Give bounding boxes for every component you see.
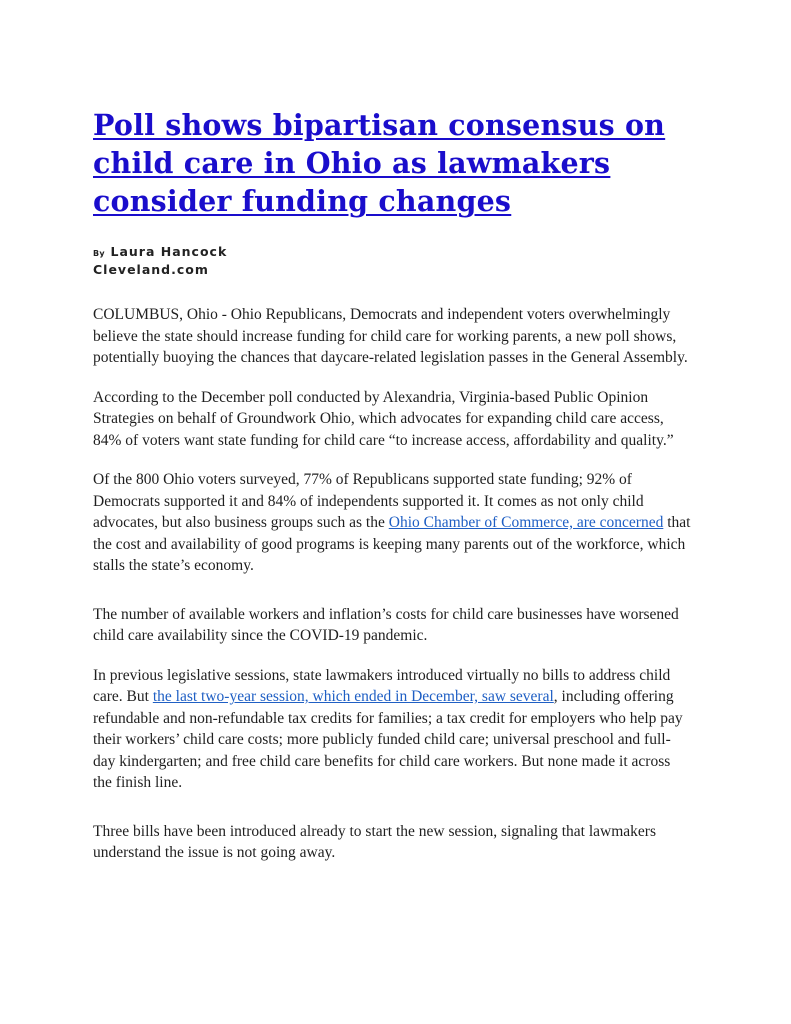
paragraph-5-text-start: In previous legislative sessions, state lawmakers introduced virtually no bills to address child care. But: [93, 666, 671, 705]
author-name: Laura Hancock: [110, 244, 228, 259]
paragraph-6: Three bills have been introduced already to start the new session, signaling that lawmakers understand the issue is not going away.: [93, 822, 656, 861]
paragraph-4: The number of available workers and inflation’s costs for child care businesses have worsened child care availability since the COVID-19 pandemic.: [93, 605, 679, 644]
paragraph-3-text-end: that the cost and availability of good programs is keeping many parents out of the workforce, which stalls the state’s economy.: [93, 514, 691, 574]
paragraph-5: [93, 665, 693, 794]
article-body: [93, 304, 693, 864]
headline-link[interactable]: Poll shows bipartisan consensus on child care in Ohio as lawmakers consider funding changes: [93, 108, 666, 218]
legislative-session-link[interactable]: the last two-year session, which ended in December, saw several: [152, 688, 554, 705]
paragraph-3: [93, 469, 693, 577]
byline-prefix: By: [93, 249, 105, 258]
paragraph-2: According to the December poll conducted by Alexandria, Virginia-based Public Opinion Strategies on behalf of Groundwork Ohio, which advocates for expanding child care access, 84% of voters want state funding for child care “to increase access, affordability and quality.”: [93, 388, 674, 449]
headline: [93, 106, 693, 220]
byline: [93, 241, 693, 277]
paragraph-3-text-start: Of the 800 Ohio voters surveyed, 77% of Republicans supported state funding; 92% of Democrats supported it and 84% of independents supported it. It comes as not only child advocates, but also business groups such as the: [93, 471, 644, 531]
ohio-chamber-link[interactable]: Ohio Chamber of Commerce, are concerned: [388, 514, 664, 531]
paragraph-1: COLUMBUS, Ohio - Ohio Republicans, Democrats and independent voters overwhelmingly believe the state should increase funding for child care for working parents, a new poll shows, potentially buoying the chances that daycare-related legislation passes in the General Assembly.: [93, 306, 688, 366]
paragraph-5-text-end: , including offering refundable and non-refundable tax credits for families; a tax credit for employers who help pay their workers’ child care costs; more publicly funded child care; universal preschool and full-day kindergarten; and free child care benefits for child care workers. But none made it across the finish line.: [93, 688, 683, 791]
article: [93, 106, 693, 882]
source-name: Cleveland.com: [93, 262, 209, 277]
